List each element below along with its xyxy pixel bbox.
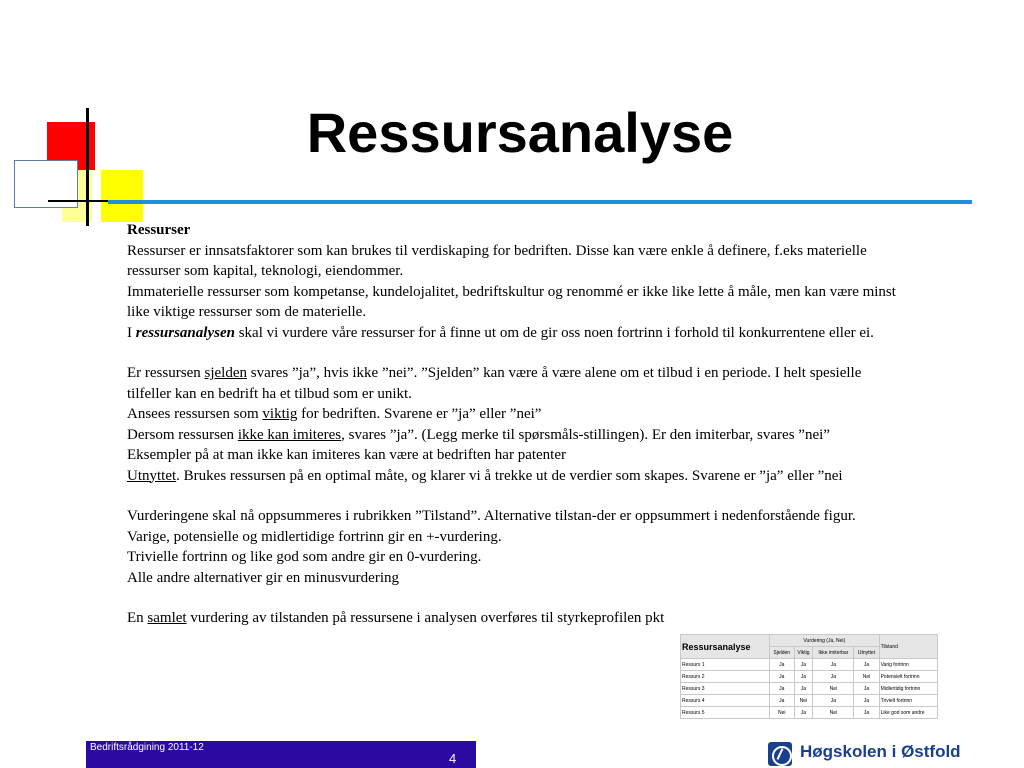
body-line: ressurser som kapital, teknologi, eiendommer. (127, 263, 404, 279)
column-header: Ikke imiterbar (813, 647, 854, 659)
body-line: En samlet vurdering av tilstanden på ressursene i analysen overføres til styrkeprofilen pkt (127, 610, 665, 626)
body-line: Varige, potensielle og midlertidige fortrinn gir en +-vurdering. (127, 528, 502, 545)
table-title: Ressursanalyse (681, 635, 770, 659)
resource-analysis-table (680, 634, 938, 730)
column-header: Sjelden (770, 647, 794, 659)
body-heading: Ressurser (127, 222, 191, 238)
school-logo-icon (768, 742, 792, 766)
table-row: Ressurs 3 Ja Ja Nei Ja Midlertidig fortrinn (681, 683, 938, 695)
table-row: Ressurs 4 Ja Nei Ja Ja Trivielt fortrinn (681, 695, 938, 707)
title-underline (108, 200, 972, 204)
body-line: Ressurser er innsatsfaktorer som kan brukes til verdiskaping for bedriften. Disse kan være enkle å definere, f.eks materielle (127, 242, 867, 259)
vertical-line-decoration (86, 108, 89, 226)
body-line: Immaterielle ressurser som kompetanse, kundelojalitet, bedriftskultur og renommé er ikke like lette å måle, men kan være minst (127, 283, 896, 300)
table-group-header: Vurdering (Ja, Nei) (770, 635, 880, 647)
column-header: Viktig (794, 647, 813, 659)
body-line: Eksempler på at man ikke kan imiteres kan være at bedriften har patenter (127, 447, 566, 463)
body-line: Dersom ressursen ikke kan imiteres, svares ”ja”. (Legg merke til spørsmåls-stillingen). Er den imiterbar, svares ”nei” (127, 426, 830, 443)
slide-body (127, 220, 1017, 629)
body-line: tilfeller kan en bedrift ha et tilbud som er unikt. (127, 385, 412, 402)
table-row: Ressurs 2 Ja Ja Ja Nei Potensielt fortrinn (681, 671, 938, 683)
yellow-square-decoration (101, 170, 143, 222)
black-rule-decoration (48, 200, 108, 202)
school-name: Høgskolen i Østfold (800, 742, 961, 761)
table-state-header: Tilstand (879, 635, 937, 659)
body-line: Utnyttet. Brukes ressursen på en optimal måte, og klarer vi å trekke ut de verdier som skapes. Svarene er ”ja” eller ”nei (127, 467, 843, 484)
table-row: Ressurs 5 Nei Ja Nei Ja Like god som andre (681, 707, 938, 719)
footer-course-label: Bedriftsrådgining 2011-12 (90, 742, 204, 753)
slide-title: Ressursanalyse (306, 101, 734, 164)
table-row: Ressurs 1 Ja Ja Ja Ja Varig fortrinn (681, 659, 938, 671)
body-line: I ressursanalysen skal vi vurdere våre ressurser for å finne ut om de gir oss noen fortrinn i forhold til konkurrentene eller ei. (127, 324, 874, 341)
body-line: Ansees ressursen som viktig for bedriften. Svarene er ”ja” eller ”nei” (127, 406, 542, 422)
body-line: Trivielle fortrinn og like god som andre gir en 0-vurdering. (127, 549, 482, 565)
body-line: Er ressursen sjelden svares ”ja”, hvis ikke ”nei”. ”Sjelden” kan være å være alene om et tilbud i en periode. I helt spesielle (127, 365, 862, 381)
body-line: Vurderingene skal nå oppsummeres i rubrikken ”Tilstand”. Alternative tilstan-der er oppsummert i nedenforstående figur. (127, 508, 856, 524)
body-line: Alle andre alternativer gir en minusvurdering (127, 569, 399, 586)
column-header: Utnyttet (854, 647, 879, 659)
body-line: like viktige ressurser som de materielle. (127, 304, 367, 320)
page-number: 4 (449, 751, 457, 766)
